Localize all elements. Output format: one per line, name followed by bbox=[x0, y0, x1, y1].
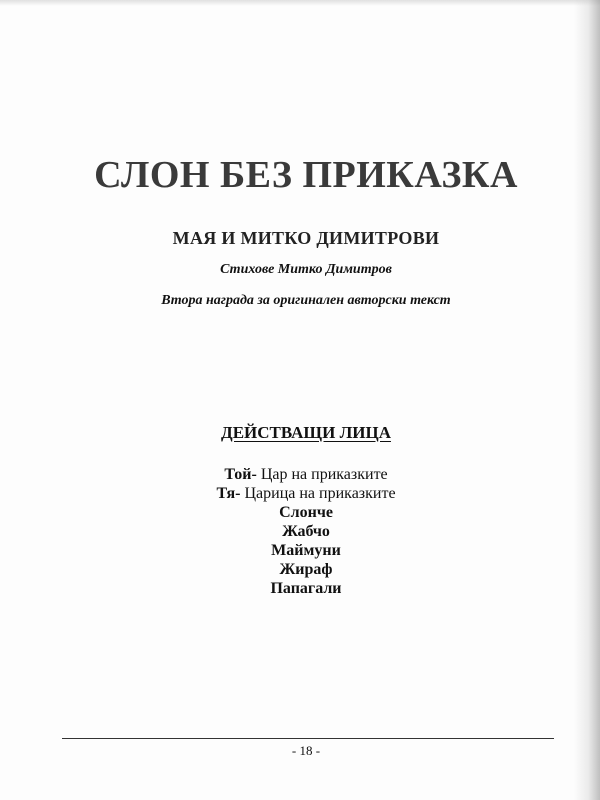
cast-item-name: Тя- bbox=[216, 485, 241, 502]
cast-item bbox=[0, 560, 600, 579]
cast-item bbox=[0, 522, 600, 541]
cast-item-name: Слонче bbox=[279, 504, 333, 521]
cast-item-name: Папагали bbox=[270, 580, 342, 597]
cast-item-name: Жираф bbox=[279, 561, 333, 578]
cast-item bbox=[0, 484, 600, 503]
cast-item bbox=[0, 465, 600, 484]
footer-rule bbox=[62, 738, 554, 739]
cast-list bbox=[0, 465, 600, 598]
cast-item bbox=[0, 579, 600, 598]
cast-item bbox=[0, 503, 600, 522]
cast-heading: ДЕЙСТВАЩИ ЛИЦА bbox=[221, 423, 391, 442]
cast-item-description: Царица на приказките bbox=[240, 485, 396, 502]
page-number: - 18 - bbox=[291, 743, 321, 758]
cast-item-name: Той- bbox=[224, 466, 257, 483]
award-line: Втора награда за оригинален авторски текст bbox=[161, 293, 451, 308]
cast-item-description: Цар на приказките bbox=[256, 466, 388, 483]
cast-item bbox=[0, 541, 600, 560]
play-title: СЛОН БЕЗ ПРИКАЗКА bbox=[94, 154, 518, 196]
authors-line: МАЯ И МИТКО ДИМИТРОВИ bbox=[172, 228, 440, 248]
scan-right-shadow bbox=[574, 0, 600, 800]
scan-top-shadow bbox=[0, 0, 600, 6]
cast-item-name: Маймуни bbox=[271, 542, 341, 559]
cast-item-name: Жабчо bbox=[282, 523, 330, 540]
verses-credit: Стихове Митко Димитров bbox=[220, 262, 392, 277]
